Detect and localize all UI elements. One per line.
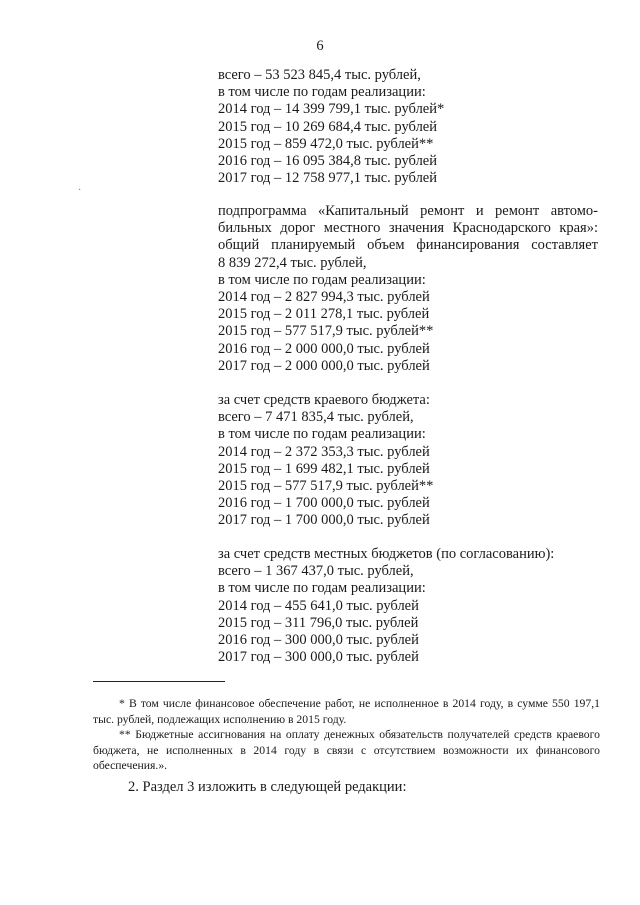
text-line: 2015 год – 577 517,9 тыс. рублей**	[218, 323, 434, 340]
footnotes	[93, 696, 600, 774]
text-line: 2016 год – 1 700 000,0 тыс. рублей	[218, 495, 430, 512]
text-line: 2016 год – 16 095 384,8 тыс. рублей	[218, 153, 438, 170]
scan-mark: ·	[78, 185, 82, 196]
text-line: за счет средств местных бюджетов (по согласованию):	[218, 546, 555, 562]
text-line: 2015 год – 859 472,0 тыс. рублей**	[218, 135, 434, 152]
text-line: всего – 1 367 437,0 тыс. рублей,	[218, 563, 414, 580]
text-line: 2016 год – 2 000 000,0 тыс. рублей	[218, 340, 430, 357]
text-line: всего – 53 523 845,4 тыс. рублей,	[218, 67, 421, 83]
text-line: 2015 год – 577 517,9 тыс. рублей**	[218, 478, 434, 495]
subprogram-block	[218, 203, 598, 375]
footnote: ** Бюджетные ассигнования на оплату денежных обязательств получателей средств краевого бюджета, не исполненных в 2014 году в связи с отсутствием возможности их финансового обеспечения.».	[93, 728, 600, 772]
footnote: * В том числе финансовое обеспечение работ, не исполненное в 2014 году, в сумме 550 197,1 тыс. рублей, подлежащих исполнению в 2015 году.	[93, 697, 600, 726]
section-instruction: 2. Раздел 3 изложить в следующей редакции:	[128, 779, 407, 795]
text-line: 2015 год – 1 699 482,1 тыс. рублей	[218, 460, 430, 477]
text-line: 2015 год – 2 011 278,1 тыс. рублей	[218, 306, 430, 323]
text-line: 2014 год – 2 372 353,3 тыс. рублей	[218, 443, 430, 460]
page-number: 6	[316, 38, 324, 54]
text-line: 2014 год – 14 399 799,1 тыс. рублей*	[218, 101, 445, 118]
text-line: 2017 год – 12 758 977,1 тыс. рублей	[218, 170, 438, 187]
text-line: 2017 год – 1 700 000,0 тыс. рублей	[218, 512, 430, 529]
text-line: 2014 год – 455 641,0 тыс. рублей	[218, 597, 419, 614]
text-line: 8 839 272,4 тыс. рублей,	[218, 254, 367, 271]
text-line: 2016 год – 300 000,0 тыс. рублей	[218, 632, 419, 649]
funding-total-block	[218, 67, 598, 187]
text-line: в том числе по годам реализации:	[218, 426, 426, 443]
text-line: 2014 год – 2 827 994,3 тыс. рублей	[218, 289, 430, 306]
text-line: бильных дорог местного значения Краснодарского края»:	[218, 220, 598, 237]
text-line: подпрограмма «Капитальный ремонт и ремонт автомо-	[218, 203, 598, 219]
text-line: 2017 год – 300 000,0 тыс. рублей	[218, 649, 419, 666]
local-budget-block	[218, 546, 598, 666]
text-line: в том числе по годам реализации:	[218, 580, 426, 597]
text-line: общий планируемый объем финансирования составляет	[218, 237, 598, 254]
text-line: 2015 год – 311 796,0 тыс. рублей	[218, 614, 419, 631]
text-line: в том числе по годам реализации:	[218, 84, 426, 101]
regional-budget-block	[218, 392, 598, 530]
footnote-divider	[93, 681, 225, 682]
text-line: в том числе по годам реализации:	[218, 271, 426, 288]
text-line: 2015 год – 10 269 684,4 тыс. рублей	[218, 118, 438, 135]
text-line: 2017 год – 2 000 000,0 тыс. рублей	[218, 357, 430, 374]
text-line: за счет средств краевого бюджета:	[218, 392, 430, 408]
text-line: всего – 7 471 835,4 тыс. рублей,	[218, 409, 414, 426]
